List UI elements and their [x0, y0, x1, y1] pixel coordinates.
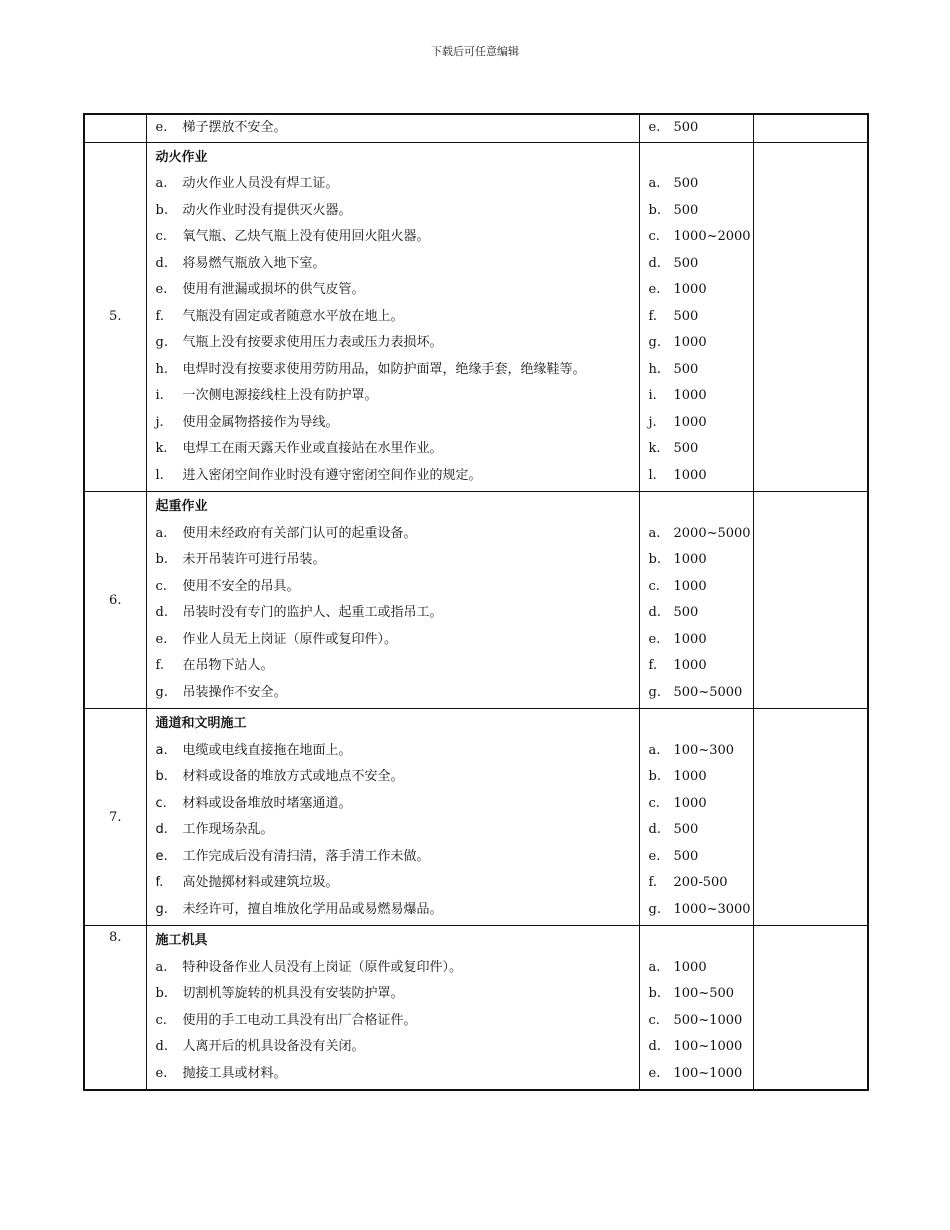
amount-value: 500~1000 — [673, 1012, 743, 1028]
item-letter: i. — [155, 388, 164, 403]
item-text: 吊装时没有专门的监护人、起重工或指吊工。 — [182, 605, 443, 620]
description-cell — [146, 709, 639, 926]
section-title: 通道和文明施工 — [155, 716, 247, 731]
list-item — [156, 1061, 639, 1088]
item-letter: c. — [155, 578, 167, 594]
item-text: 梯子摆放不安全。 — [182, 120, 287, 135]
amount-value: 500 — [673, 176, 699, 191]
amount-letter: f. — [648, 658, 657, 673]
amount-item — [649, 410, 753, 437]
item-letter: a. — [155, 176, 168, 191]
item-text: 电焊工在雨天露天作业或直接站在水里作业。 — [182, 441, 443, 456]
item-text: 使用的手工电动工具没有出厂合格证件。 — [182, 1012, 417, 1028]
item-text: 抛接工具或材料。 — [182, 1065, 287, 1081]
empty-cell — [753, 926, 868, 1091]
amount-value: 500 — [673, 255, 699, 271]
item-letter: h. — [155, 361, 169, 377]
list-item — [156, 955, 639, 982]
item-text: 气瓶上没有按要求使用压力表或压力表损坏。 — [182, 335, 443, 350]
amount-letter: a. — [648, 525, 661, 541]
amount-letter: b. — [648, 769, 661, 784]
list-item — [156, 330, 639, 357]
amount-letter: g. — [648, 335, 661, 350]
list-item — [156, 1008, 639, 1035]
item-text: 电缆或电线直接拖在地面上。 — [182, 742, 352, 758]
list-item — [156, 897, 639, 924]
item-letter: d. — [155, 822, 168, 837]
amount-cell — [639, 492, 753, 709]
item-letter: e. — [155, 120, 168, 135]
row-6 — [84, 492, 868, 709]
item-text: 未经许可，擅自堆放化学用品或易燃易爆品。 — [182, 901, 443, 917]
amount-cell — [639, 709, 753, 926]
section-number: 8. — [84, 926, 146, 1091]
amount-value: 500 — [673, 308, 699, 324]
amount-letter: c. — [648, 1012, 660, 1028]
item-letter: j. — [155, 414, 164, 430]
amount-letter: f. — [648, 875, 657, 890]
amount-value: 1000 — [673, 414, 707, 430]
amount-item — [649, 764, 753, 791]
description-cell — [146, 926, 639, 1091]
list-item — [156, 115, 639, 142]
section-number — [84, 114, 146, 142]
list-item — [156, 251, 639, 278]
amount-value: 1000~3000 — [673, 901, 751, 917]
amount-value: 1000 — [673, 578, 707, 594]
amount-letter: a. — [648, 959, 661, 975]
list-item — [156, 817, 639, 844]
item-letter: a. — [155, 959, 168, 975]
amount-letter: e. — [648, 1065, 661, 1081]
amount-letter: k. — [648, 441, 661, 456]
item-letter: l. — [155, 467, 164, 483]
amount-letter: g. — [648, 901, 661, 917]
item-text: 进入密闭空间作业时没有遵守密闭空间作业的规定。 — [182, 467, 482, 483]
item-text: 使用有泄漏或损坏的供气皮管。 — [182, 282, 365, 297]
amount-item — [649, 115, 753, 142]
row-top — [84, 114, 868, 142]
item-letter: e. — [155, 1065, 168, 1081]
item-letter: b. — [155, 986, 168, 1001]
list-item — [156, 627, 639, 654]
list-item — [156, 436, 639, 463]
item-text: 材料或设备堆放时堵塞通道。 — [182, 795, 352, 811]
list-item — [156, 738, 639, 765]
item-text: 使用未经政府有关部门认可的起重设备。 — [182, 525, 417, 541]
list-item — [156, 304, 639, 331]
item-letter: b. — [155, 202, 168, 218]
item-text: 使用金属物搭接作为导线。 — [182, 414, 339, 430]
item-text: 材料或设备的堆放方式或地点不安全。 — [182, 769, 404, 784]
amount-value: 100~300 — [673, 742, 735, 758]
amount-letter: c. — [648, 229, 660, 244]
item-letter: d. — [155, 605, 168, 620]
item-letter: g. — [155, 684, 168, 700]
amount-item — [649, 383, 753, 410]
amount-item — [649, 251, 753, 278]
description-cell — [146, 142, 639, 492]
list-item — [156, 1034, 639, 1061]
item-letter: g. — [155, 901, 168, 917]
row-5 — [84, 142, 868, 492]
item-text: 氧气瓶、乙炔气瓶上没有使用回火阻火器。 — [182, 229, 430, 244]
amount-item — [649, 330, 753, 357]
amount-letter: j. — [648, 414, 657, 430]
amount-item — [649, 791, 753, 818]
item-text: 特种设备作业人员没有上岗证（原件或复印件）。 — [182, 959, 463, 975]
amount-value: 500~5000 — [673, 684, 743, 700]
item-letter: c. — [155, 1012, 167, 1028]
item-letter: f. — [155, 875, 164, 890]
amount-letter: e. — [648, 282, 661, 297]
amount-letter: e. — [648, 631, 661, 647]
item-letter: b. — [155, 769, 168, 784]
amount-letter: b. — [648, 552, 661, 567]
amount-letter: f. — [648, 308, 657, 324]
row-7 — [84, 709, 868, 926]
amount-item — [649, 1061, 753, 1088]
amount-value: 1000 — [673, 658, 707, 673]
item-text: 切割机等旋转的机具没有安装防护罩。 — [182, 986, 404, 1001]
item-text: 高处抛掷材料或建筑垃圾。 — [182, 875, 339, 890]
amount-letter: d. — [648, 822, 661, 837]
amount-value: 2000~5000 — [673, 525, 751, 541]
amount-letter: d. — [648, 605, 661, 620]
item-text: 人离开后的机具设备没有关闭。 — [182, 1039, 365, 1054]
amount-letter: a. — [648, 742, 661, 758]
amount-value: 1000 — [673, 388, 707, 403]
item-text: 一次侧电源接线柱上没有防护罩。 — [182, 388, 378, 403]
list-item — [156, 870, 639, 897]
amount-letter: e. — [648, 120, 661, 135]
list-item — [156, 463, 639, 490]
list-item — [156, 357, 639, 384]
amount-item — [649, 1008, 753, 1035]
amount-item — [649, 224, 753, 251]
list-item — [156, 198, 639, 225]
item-letter: f. — [155, 308, 164, 324]
item-text: 动火作业时没有提供灭火器。 — [182, 202, 352, 218]
amount-value: 500 — [673, 441, 699, 456]
amount-value: 1000 — [673, 631, 707, 647]
empty-cell — [753, 709, 868, 926]
description-cell — [146, 114, 639, 142]
section-number: 7. — [84, 709, 146, 926]
amount-item — [649, 304, 753, 331]
list-item — [156, 574, 639, 601]
amount-value: 500 — [673, 822, 699, 837]
amount-item — [649, 198, 753, 225]
amount-value: 1000 — [673, 467, 707, 483]
list-item — [156, 981, 639, 1008]
list-item — [156, 521, 639, 548]
empty-cell — [753, 492, 868, 709]
item-text: 将易燃气瓶放入地下室。 — [182, 255, 326, 271]
amount-item — [649, 627, 753, 654]
list-item — [156, 171, 639, 198]
amount-item — [649, 680, 753, 707]
item-letter: c. — [155, 795, 167, 811]
empty-cell — [753, 142, 868, 492]
item-letter: g. — [155, 335, 168, 350]
item-letter: d. — [155, 1039, 168, 1054]
list-item — [156, 844, 639, 871]
item-text: 工作现场杂乱。 — [182, 822, 274, 837]
empty-cell — [753, 114, 868, 142]
penalty-table — [83, 113, 869, 1091]
amount-letter: c. — [648, 578, 660, 594]
amount-item — [649, 1034, 753, 1061]
amount-item — [649, 463, 753, 490]
list-item — [156, 383, 639, 410]
amount-item — [649, 171, 753, 198]
amount-item — [649, 653, 753, 680]
item-letter: k. — [155, 441, 168, 456]
amount-value: 100~1000 — [673, 1065, 743, 1081]
amount-value: 500 — [673, 361, 699, 377]
amount-item — [649, 844, 753, 871]
section-title: 动火作业 — [155, 149, 208, 165]
list-item — [156, 224, 639, 251]
list-item — [156, 791, 639, 818]
amount-value: 500 — [673, 605, 699, 620]
list-item — [156, 547, 639, 574]
section-title: 起重作业 — [155, 499, 208, 514]
item-text: 使用不安全的吊具。 — [182, 578, 300, 594]
item-letter: e. — [155, 631, 168, 647]
amount-letter: d. — [648, 255, 661, 271]
amount-item — [649, 817, 753, 844]
description-cell — [146, 492, 639, 709]
amount-letter: e. — [648, 848, 661, 864]
amount-letter: h. — [648, 361, 662, 377]
list-item — [156, 410, 639, 437]
amount-value: 1000 — [673, 552, 707, 567]
amount-cell — [639, 142, 753, 492]
item-text: 气瓶没有固定或者随意水平放在地上。 — [182, 308, 404, 324]
list-item — [156, 277, 639, 304]
section-number: 5. — [84, 142, 146, 492]
item-letter: f. — [155, 658, 164, 673]
item-letter: c. — [155, 229, 167, 244]
row-8 — [84, 926, 868, 1091]
amount-item — [649, 955, 753, 982]
amount-item — [649, 436, 753, 463]
item-letter: e. — [155, 282, 168, 297]
amount-letter: b. — [648, 986, 661, 1001]
list-item — [156, 653, 639, 680]
list-item — [156, 680, 639, 707]
amount-letter: a. — [648, 176, 661, 191]
amount-cell — [639, 114, 753, 142]
amount-item — [649, 521, 753, 548]
amount-value: 100~500 — [673, 986, 735, 1001]
amount-value: 1000~2000 — [673, 229, 751, 244]
amount-letter: b. — [648, 202, 661, 218]
item-letter: a. — [155, 742, 168, 758]
item-letter: a. — [155, 525, 168, 541]
section-title: 施工机具 — [155, 933, 208, 948]
amount-value: 1000 — [673, 282, 707, 297]
amount-item — [649, 870, 753, 897]
amount-item — [649, 547, 753, 574]
amount-value: 1000 — [673, 769, 707, 784]
amount-item — [649, 981, 753, 1008]
item-text: 在吊物下站人。 — [182, 658, 274, 673]
item-text: 动火作业人员没有焊工证。 — [182, 176, 339, 191]
amount-letter: l. — [648, 467, 657, 483]
amount-letter: g. — [648, 684, 661, 700]
amount-item — [649, 277, 753, 304]
amount-value: 1000 — [673, 795, 707, 811]
list-item — [156, 600, 639, 627]
amount-item — [649, 574, 753, 601]
amount-item — [649, 600, 753, 627]
amount-item — [649, 897, 753, 924]
amount-letter: i. — [648, 388, 657, 403]
page-header: 下载后可任意编辑 — [431, 45, 519, 58]
item-letter: b. — [155, 552, 168, 567]
item-letter: d. — [155, 255, 168, 271]
amount-letter: c. — [648, 795, 660, 811]
item-text: 工作完成后没有清扫清，落手清工作未做。 — [182, 848, 430, 864]
amount-value: 500 — [673, 848, 699, 864]
item-text: 电焊时没有按要求使用劳防用品，如防护面罩，绝缘手套，绝缘鞋等。 — [182, 361, 586, 377]
amount-value: 500 — [673, 202, 699, 218]
amount-value: 100~1000 — [673, 1039, 743, 1054]
amount-value: 200-500 — [673, 875, 728, 890]
item-text: 作业人员无上岗证（原件或复印件）。 — [182, 631, 398, 647]
list-item — [156, 764, 639, 791]
amount-item — [649, 357, 753, 384]
amount-value: 1000 — [673, 959, 707, 975]
amount-value: 1000 — [673, 335, 707, 350]
amount-letter: d. — [648, 1039, 661, 1054]
amount-cell — [639, 926, 753, 1091]
item-letter: e. — [155, 848, 168, 864]
item-text: 吊装操作不安全。 — [182, 684, 287, 700]
amount-value: 500 — [673, 120, 699, 135]
amount-item — [649, 738, 753, 765]
item-text: 未开吊装许可进行吊装。 — [182, 552, 326, 567]
section-number: 6. — [84, 492, 146, 709]
